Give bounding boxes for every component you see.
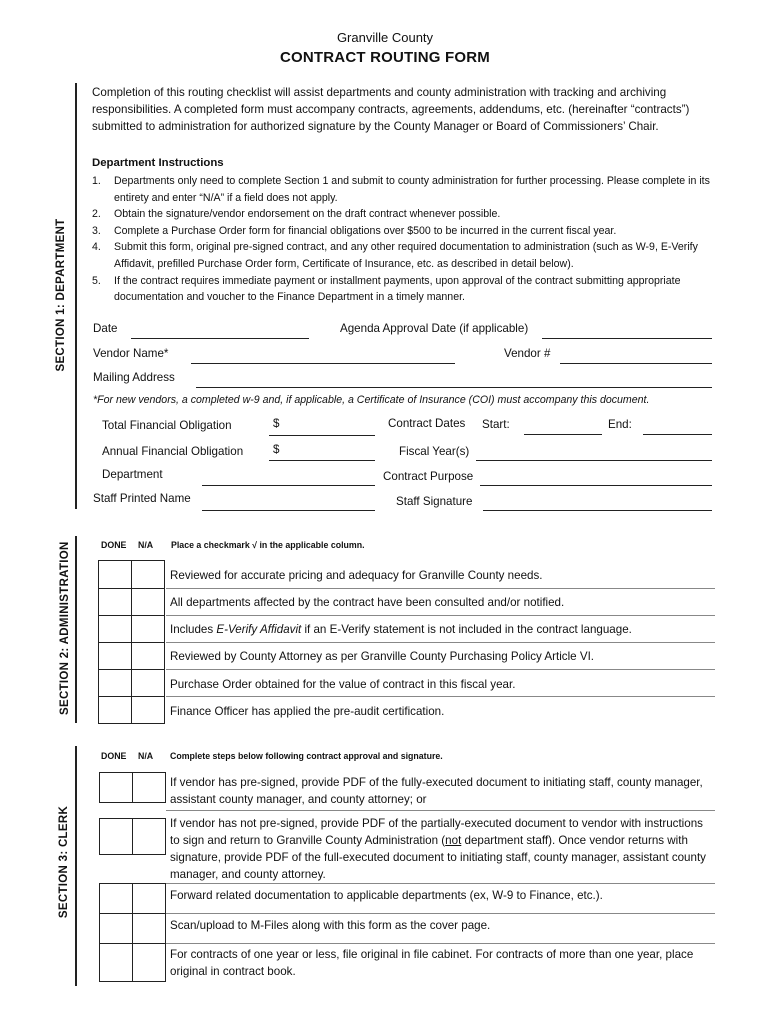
na-checkbox[interactable] (133, 884, 166, 914)
staff-printed-name-label: Staff Printed Name (93, 492, 191, 505)
section3-done-header: DONE (101, 751, 127, 761)
row-divider (166, 943, 715, 944)
section3-checkbox-grid-2 (99, 818, 166, 855)
instructions-list (92, 173, 712, 306)
section3-na-header: N/A (138, 751, 154, 761)
na-checkbox[interactable] (132, 589, 165, 616)
start-date-field[interactable] (524, 434, 602, 435)
vendor-number-label: Vendor # (504, 347, 551, 360)
mailing-address-field[interactable] (196, 387, 712, 388)
agenda-approval-label: Agenda Approval Date (if applicable) (340, 322, 529, 335)
clerk-item-forward: Forward related documentation to applicable departments (ex, W-9 to Finance, etc.). (170, 889, 603, 902)
row-divider (166, 669, 715, 670)
done-checkbox[interactable] (100, 773, 133, 803)
row-divider (166, 810, 715, 811)
vendor-name-field[interactable] (191, 363, 455, 364)
clerk-item-not-presigned: If vendor has not pre-signed, provide PDF of the partially-executed document to vendor with instructions to sign and return to Granville County Administration (not department staff). Once vendor returns with signature, provide PDF of the full-executed document to initiating staff, county manager, assistant county manager, and county attorney. (170, 817, 706, 881)
done-checkbox[interactable] (99, 643, 132, 670)
na-checkbox[interactable] (133, 819, 166, 855)
instructions-heading: Department Instructions (92, 157, 224, 169)
done-checkbox[interactable] (99, 589, 132, 616)
admin-item-pricing: Reviewed for accurate pricing and adequacy for Granville County needs. (170, 569, 543, 582)
done-checkbox[interactable] (100, 819, 133, 855)
admin-item-everify: Includes E-Verify Affidavit if an E-Verify statement is not included in the contract language. (170, 623, 632, 636)
na-checkbox[interactable] (133, 944, 166, 982)
date-field[interactable] (131, 338, 309, 339)
section2-done-header: DONE (101, 540, 127, 550)
start-label: Start: (482, 418, 510, 431)
done-checkbox[interactable] (99, 616, 132, 643)
staff-printed-name-field[interactable] (202, 510, 375, 511)
department-field[interactable] (202, 485, 375, 486)
section3-checkbox-grid-1 (99, 772, 166, 803)
row-divider (166, 883, 715, 884)
county-name: Granville County (336, 30, 434, 45)
total-obligation-field[interactable] (269, 435, 375, 436)
instruction-item: 1. Departments only need to complete Section 1 and submit to county administration for further processing. Please complete in its entirety and enter “N/A” if a field does not apply. (92, 175, 710, 204)
section2-na-header: N/A (138, 540, 154, 550)
date-label: Date (93, 322, 118, 335)
done-checkbox[interactable] (99, 697, 132, 724)
section3-checkbox-grid-3 (99, 883, 166, 982)
row-divider (166, 696, 715, 697)
na-checkbox[interactable] (133, 914, 166, 944)
annual-obligation-dollar: $ (273, 443, 280, 456)
clerk-item-scan-upload: Scan/upload to M-Files along with this form as the cover page. (170, 919, 491, 932)
agenda-approval-field[interactable] (542, 338, 712, 339)
contract-dates-label: Contract Dates (388, 417, 466, 430)
department-label: Department (102, 468, 163, 481)
form-title: CONTRACT ROUTING FORM (279, 49, 490, 66)
row-divider (166, 642, 715, 643)
section3-rule (75, 746, 77, 986)
staff-signature-label: Staff Signature (396, 495, 473, 508)
fiscal-years-field[interactable] (476, 460, 712, 461)
clerk-item-file-original: For contracts of one year or less, file original in file cabinet. For contracts of more than one year, place original in contract book. (170, 948, 694, 978)
admin-item-purchase-order: Purchase Order obtained for the value of contract in this fiscal year. (170, 678, 516, 691)
clerk-item-presigned: If vendor has pre-signed, provide PDF of the fully-executed document to initiating staff, county manager, assistant county manager, and county attorney; or (170, 776, 703, 806)
end-date-field[interactable] (643, 434, 712, 435)
instruction-item: 3. Complete a Purchase Order form for financial obligations over $500 to be incurred in the current fiscal year. (92, 224, 617, 237)
admin-item-departments: All departments affected by the contract have been consulted and/or notified. (170, 596, 565, 609)
row-divider (166, 588, 715, 589)
section2-rule (75, 536, 77, 723)
done-checkbox[interactable] (100, 884, 133, 914)
done-checkbox[interactable] (99, 561, 132, 589)
vendor-name-label: Vendor Name* (93, 347, 169, 360)
na-checkbox[interactable] (132, 561, 165, 589)
section1-label: SECTION 1: DEPARTMENT (55, 218, 67, 372)
end-label: End: (608, 418, 632, 431)
na-checkbox[interactable] (132, 670, 165, 697)
total-obligation-label: Total Financial Obligation (102, 419, 232, 432)
done-checkbox[interactable] (99, 670, 132, 697)
contract-purpose-field[interactable] (480, 485, 712, 486)
section2-label: SECTION 2: ADMINISTRATION (59, 541, 71, 715)
section3-label: SECTION 3: CLERK (58, 805, 70, 919)
na-checkbox[interactable] (132, 616, 165, 643)
admin-item-finance-officer: Finance Officer has applied the pre-audit certification. (170, 705, 445, 718)
intro-paragraph: Completion of this routing checklist will assist departments and county administration with tracking and archiving responsibilities. A completed form must accompany contracts, agreements, addendums, etc. (hereinafter “contracts”) submitted to administration for authorized signature by the County Manager or Board of Commissioners’ Chair. (92, 86, 690, 133)
row-divider (166, 615, 715, 616)
new-vendor-note: *For new vendors, a completed w-9 and, if applicable, a Certificate of Insurance (COI) must accompany this document. (93, 394, 650, 406)
done-checkbox[interactable] (100, 914, 133, 944)
vendor-number-field[interactable] (560, 363, 712, 364)
instruction-item: 4. Submit this form, original pre-signed contract, and any other required documentation to administration (such as W-9, E-Verify Affidavit, prefilled Purchase Order form, Certificate of Insurance, etc. as described in detail below). (92, 241, 698, 270)
total-obligation-dollar: $ (273, 417, 280, 430)
section3-instruction: Complete steps below following contract approval and signature. (170, 751, 443, 761)
contract-purpose-label: Contract Purpose (383, 470, 474, 483)
annual-obligation-field[interactable] (269, 460, 375, 461)
na-checkbox[interactable] (132, 697, 165, 724)
na-checkbox[interactable] (132, 643, 165, 670)
section2-checkbox-grid (98, 560, 165, 724)
instruction-item: 5. If the contract requires immediate payment or installment payments, upon approval of the contract submitting appropriate documentation and voucher to the Finance Department in a timely manner. (92, 274, 681, 304)
row-divider (166, 913, 715, 914)
instruction-item: 2. Obtain the signature/vendor endorsement on the draft contract whenever possible. (92, 208, 501, 221)
staff-signature-field[interactable] (483, 510, 712, 511)
section1-rule (75, 83, 77, 509)
annual-obligation-label: Annual Financial Obligation (102, 445, 244, 458)
fiscal-years-label: Fiscal Year(s) (399, 445, 470, 458)
mailing-address-label: Mailing Address (93, 371, 175, 384)
done-checkbox[interactable] (100, 944, 133, 982)
section2-instruction: Place a checkmark √ in the applicable column. (171, 540, 365, 550)
na-checkbox[interactable] (133, 773, 166, 803)
admin-item-attorney: Reviewed by County Attorney as per Granville County Purchasing Policy Article VI. (170, 650, 595, 663)
